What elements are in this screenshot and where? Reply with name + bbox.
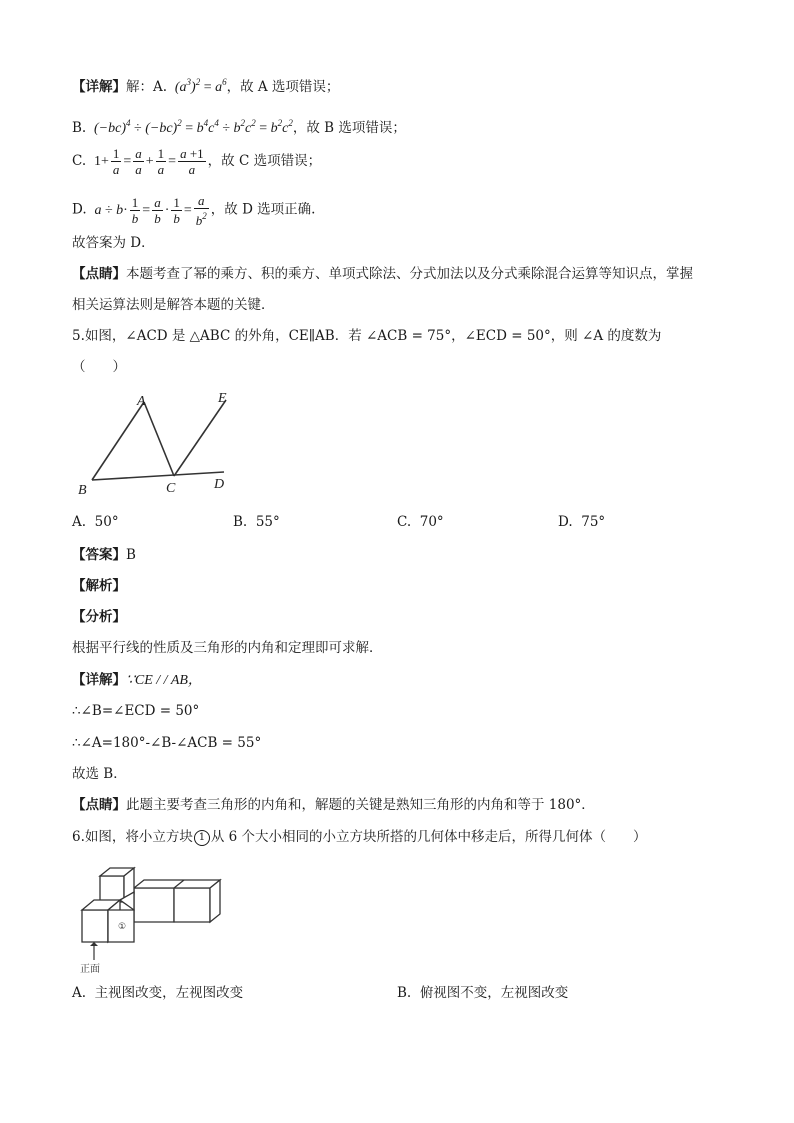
option-letter: B.: [233, 514, 248, 530]
label-c: C: [166, 481, 176, 496]
segment-bd: [92, 472, 224, 480]
answer-label: 【答案】: [72, 547, 126, 563]
detail-line-a: [72, 72, 339, 98]
option-c-prefix: C.: [72, 153, 87, 169]
detail-label: 【详解】: [72, 672, 126, 688]
detail-prefix: 解：A.: [126, 79, 168, 95]
comment-line-4b: 相关运算法则是解答本题的关键．: [72, 297, 275, 313]
option-d-verdict: ，故 D 选项正确.: [210, 201, 316, 218]
label-a: A: [137, 394, 146, 409]
q5-option-c[interactable]: [397, 514, 444, 530]
option-letter: A.: [72, 514, 87, 530]
segment-ab: [92, 402, 144, 480]
q5-choose-line: 故选 B．: [72, 766, 127, 782]
q5-option-a[interactable]: [72, 514, 119, 530]
cube-mark: ①: [118, 922, 127, 932]
q5-detail-line1: [72, 670, 202, 691]
q5-detail-line3: ∴∠A=180°-∠B-∠ACB = 55°: [72, 735, 262, 751]
question5-stem: 5.如图，∠ACD 是 △ABC 的外角，CE∥AB．若 ∠ACB = 75°，∠ECD = 50°，则 ∠A 的度数为: [72, 328, 662, 344]
cube-face: [82, 910, 108, 942]
segment-ce: [174, 400, 226, 476]
formula-a: $(a^3)^2 = a^6$: [171, 77, 227, 95]
q5-fenxi-text: 根据平行线的性质及三角形的内角和定理即可求解．: [72, 640, 383, 656]
detail-line-c: [72, 146, 321, 177]
q6-option-a[interactable]: [72, 983, 243, 1003]
circled-number: 1: [194, 830, 210, 846]
stem-before: 6.如图，将小立方块: [72, 829, 193, 845]
option-value: 俯视图不变，左视图改变: [419, 985, 569, 1001]
q5-analysis-label: 【解析】: [72, 578, 126, 594]
cube-figure: [72, 862, 232, 974]
detail-label: 【详解】: [72, 79, 126, 95]
answer-value: B: [126, 547, 136, 563]
option-b-prefix: B.: [72, 120, 87, 136]
option-letter: A.: [72, 985, 87, 1001]
segment-ac: [144, 402, 174, 476]
q6-option-b[interactable]: [397, 983, 568, 1003]
detail-line-d: [72, 193, 315, 228]
answer-line-4: 故答案为 D．: [72, 235, 155, 251]
cube-face: [100, 876, 124, 902]
option-value: 70°: [419, 514, 444, 530]
option-value: 主视图改变，左视图改变: [94, 985, 244, 1001]
front-label: 正面: [80, 964, 100, 974]
option-letter: B.: [397, 985, 412, 1001]
cube-face: [174, 888, 210, 922]
label-b: B: [78, 483, 87, 498]
option-letter: D.: [558, 514, 573, 530]
label-e: E: [218, 391, 227, 406]
option-value: 55°: [255, 514, 280, 530]
formula-b: $(-bc)^4 \div (-bc)^2 = b^4c^4 \div b^2c^2 = b^2c^2$: [90, 118, 293, 136]
formula-d: a ÷ b· $\frac{1}{b}$ = $\frac{a}{b}$ · $\frac{1}{b}$ = $\frac{a}{b^2}$: [94, 193, 207, 228]
stem-after: 从 6 个大小相同的小立方块所搭的几何体中移走后，所得几何体（ ）: [210, 829, 647, 845]
question6-stem: [72, 827, 647, 847]
q5-detail-line2: ∴∠B=∠ECD = 50°: [72, 703, 200, 719]
option-d-prefix: D.: [72, 201, 87, 218]
cube-face: [134, 888, 174, 922]
q5-answer: [72, 545, 136, 565]
option-value: 75°: [581, 514, 606, 530]
formula-c: 1+ $\frac{1}{a}$ = $\frac{a}{a}$ + $\frac{1}{a}$ = $\frac{a +1}{a}$: [93, 146, 204, 178]
triangle-figure: [74, 386, 254, 498]
comment-text: 此题主要考查三角形的内角和，解题的关键是熟知三角形的内角和等于 180°．: [126, 797, 595, 813]
option-letter: C.: [397, 514, 412, 530]
option-a-verdict: ，故 A 选项错误；: [226, 79, 340, 95]
q5-comment: [72, 795, 595, 815]
q5-fenxi-label: 【分析】: [72, 609, 126, 625]
q5-option-b[interactable]: [233, 514, 280, 530]
cube-top: [134, 880, 220, 888]
label-d: D: [214, 477, 225, 492]
question5-blank: （ ）: [72, 359, 126, 375]
option-b-verdict: ，故 B 选项错误；: [292, 120, 406, 136]
comment-label: 【点睛】: [72, 797, 126, 813]
option-c-verdict: ，故 C 选项错误；: [207, 153, 322, 169]
comment-label: 【点睛】: [72, 266, 126, 282]
q5-option-d[interactable]: [558, 514, 605, 530]
comment-line-4a: [72, 264, 693, 284]
detail-line-b: [72, 113, 406, 139]
option-value: 50°: [94, 514, 119, 530]
cube-side: [210, 880, 220, 922]
comment-text-1: 本题考查了幂的乘方、积的乘方、单项式除法、分式加法以及分式乘除混合运算等知识点，掌握: [126, 266, 693, 282]
detail-text: ∵CE / / AB，: [126, 673, 202, 688]
